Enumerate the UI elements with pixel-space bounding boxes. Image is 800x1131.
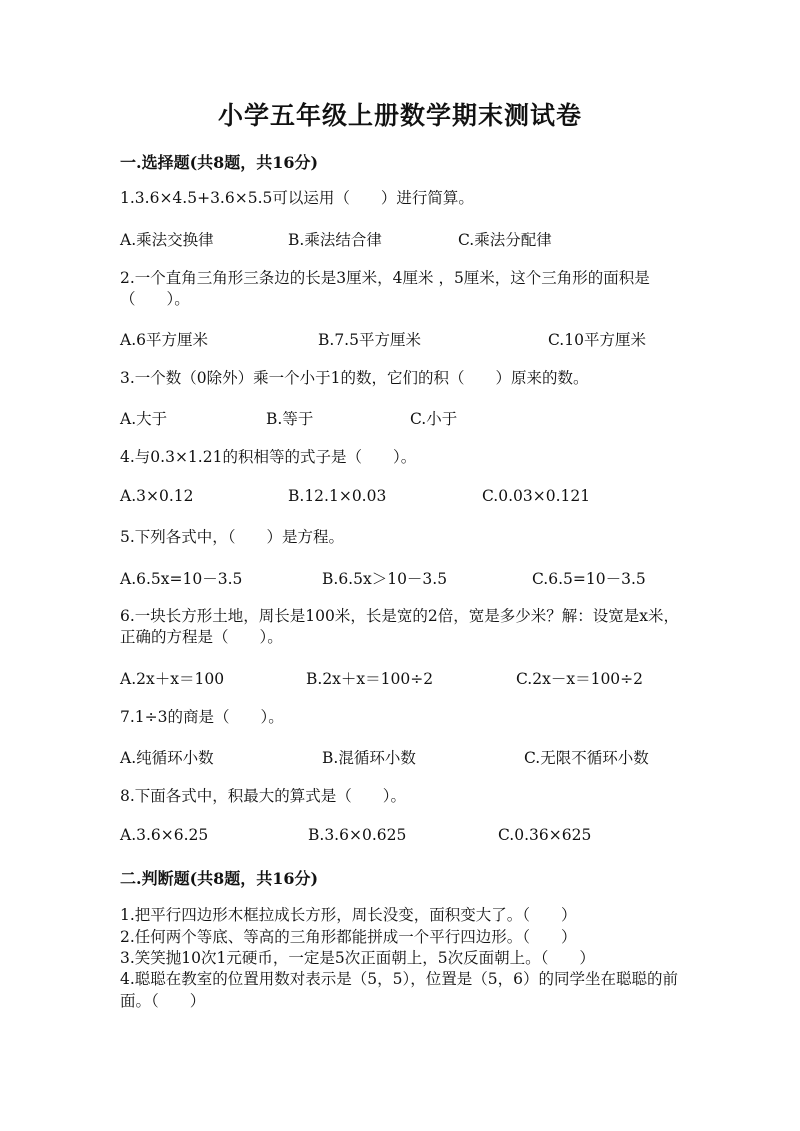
question-5: 5.下列各式中，（ ）是方程。 [120,528,345,546]
question-7-options [120,746,680,768]
question-2-options [120,328,680,350]
option-a: A.6.5x=10－3.5 [120,570,243,588]
question-7: 7.1÷3的商是（ ）。 [120,708,284,726]
question-1-options [120,228,680,250]
option-c: C.10平方厘米 [548,331,646,349]
question-3-options [120,407,680,429]
option-b: B.6.5x＞10－3.5 [322,570,448,588]
section-heading-judgment: 二.判断题(共8题，共16分) [120,869,319,888]
option-c: C.0.03×0.121 [482,487,591,505]
question-6: 6.一块长方形土地，周长是100米，长是宽的2倍，宽是多少米？解：设宽是x米，正确的方程是（ ）。 [120,607,679,646]
judgment-1: 1.把平行四边形木框拉成长方形，周长没变，面积变大了。（ ） [120,906,577,924]
option-a: A.大于 [120,410,168,428]
option-b: B.12.1×0.03 [288,487,387,505]
option-b: B.2x＋x＝100÷2 [306,670,434,688]
question-2: 2.一个直角三角形三条边的长是3厘米，4厘米 ，5厘米，这个三角形的面积是（ ）。 [120,269,650,308]
page-title: 小学五年级上册数学期末测试卷 [217,101,582,130]
option-b: B.乘法结合律 [288,231,382,249]
option-a: A.纯循环小数 [120,749,214,767]
question-3: 3.一个数（0除外）乘一个小于1的数，它们的积（ ）原来的数。 [120,369,589,387]
section-heading-choice: 一.选择题(共8题，共16分) [120,153,319,172]
question-5-options [120,567,680,589]
option-c: C.2x－x＝100÷2 [516,670,644,688]
option-a: A.乘法交换律 [120,231,214,249]
option-c: C.无限不循环小数 [524,749,649,767]
option-b: B.混循环小数 [322,749,416,767]
judgment-4: 4.聪聪在教室的位置用数对表示是（5，5），位置是（5，6）的同学坐在聪聪的前面。（ ） [120,970,678,1010]
option-a: A.3.6×6.25 [120,826,209,844]
question-6-options [120,667,680,689]
option-c: C.乘法分配律 [458,231,552,249]
option-a: A.2x＋x＝100 [120,670,225,688]
option-b: B.等于 [266,410,314,428]
question-8-options [120,826,680,848]
question-1: 1.3.6×4.5+3.6×5.5可以运用（ ）进行简算。 [120,189,474,207]
option-c: C.小于 [410,410,458,428]
question-4-options [120,487,680,509]
judgment-3: 3.笑笑抛10次1元硬币，一定是5次正面朝上，5次反面朝上。（ ） [120,949,595,967]
option-a: A.6平方厘米 [120,331,208,349]
question-8: 8.下面各式中，积最大的算式是（ ）。 [120,787,407,805]
question-4: 4.与0.3×1.21的积相等的式子是（ ）。 [120,448,417,466]
option-b: B.3.6×0.625 [308,826,407,844]
option-b: B.7.5平方厘米 [318,331,421,349]
option-c: C.0.36×625 [498,826,592,844]
option-c: C.6.5=10－3.5 [532,570,646,588]
judgment-2: 2.任何两个等底、等高的三角形都能拼成一个平行四边形。（ ） [120,928,577,946]
option-a: A.3×0.12 [120,487,194,505]
